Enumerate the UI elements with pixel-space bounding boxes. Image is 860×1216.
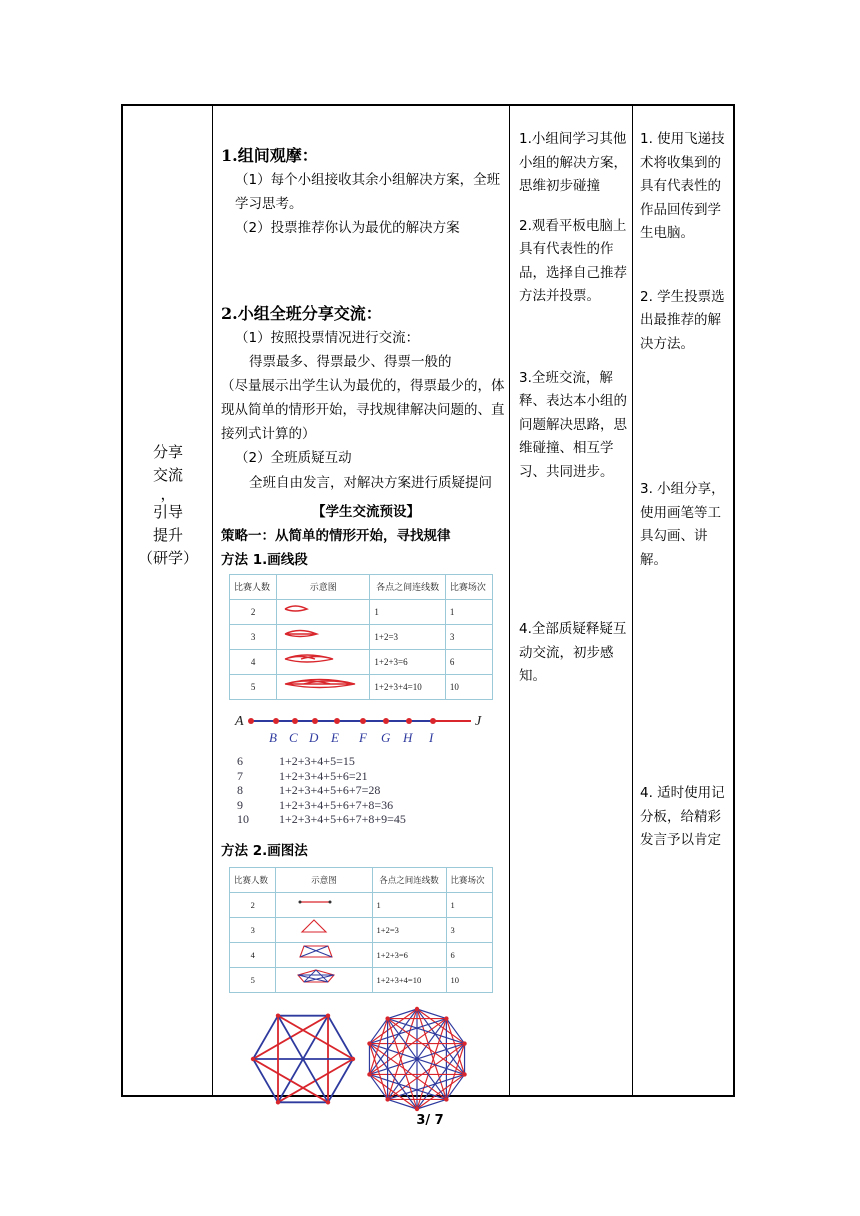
table-cell: 1+2=3 [370, 625, 445, 650]
column-divider [212, 106, 213, 1095]
point-label: D [309, 730, 319, 745]
section-2-note: （尽量展示出学生认为最优的，得票最少的，体现从简单的情形开始，寻找规律解决问题的、直接列式计算的） [221, 378, 505, 442]
table-row [230, 625, 493, 650]
graph-edge [369, 1018, 387, 1043]
list-item: 9 1+2+3+4+5+6+7+8=36 [237, 797, 394, 812]
section-2-title: 2.小组全班分享交流： [221, 304, 382, 323]
table-cell: 1 [370, 600, 445, 625]
list-item: 7 1+2+3+4+5+6=21 [237, 768, 368, 783]
teacher-step-4: 4. 适时使用记分板，给精彩发言予以肯定 [640, 785, 725, 848]
section-2-item-2b: 全班自由发言，对解决方案进行质疑提问 [249, 475, 492, 491]
table-row [230, 917, 493, 942]
graph-edge [417, 1009, 446, 1019]
table-header: 比赛人数 [230, 575, 277, 600]
graph-method-table [229, 867, 493, 993]
table-cell: 1+2+3=6 [372, 942, 446, 967]
line-segment-table [229, 574, 493, 700]
stage-line: 提升 [152, 526, 183, 544]
table-row [230, 650, 493, 675]
table-cell: 1+2=3 [372, 917, 446, 942]
section-1-item-2: （2）投票推荐你认为最优的解决方案 [235, 220, 460, 236]
section-2-item-1: （1）按照投票情况进行交流： [235, 330, 420, 346]
section-2-item-2: （2）全班质疑互动 [235, 450, 352, 466]
point-label: F [359, 730, 367, 745]
table-cell: 4 [230, 942, 276, 967]
table-cell: 10 [445, 675, 492, 700]
graph-vertex [367, 1041, 371, 1045]
graph-edge [369, 1074, 387, 1099]
content-cell [221, 144, 511, 1115]
graph-edge [388, 1018, 417, 1108]
stage-line: （研学） [137, 549, 198, 567]
graph-vertex [462, 1072, 466, 1076]
table-cell: 10 [446, 967, 492, 992]
stage-cell [123, 441, 213, 570]
section-1-item-1: （1）每个小组接收其余小组解决方案，全班学习思考。 [235, 172, 501, 212]
point-label: J [475, 714, 482, 729]
graph-vertex [326, 1100, 330, 1104]
graph-vertex [351, 1056, 355, 1060]
table-cell: 5 [230, 675, 277, 700]
graph-vertex [326, 1013, 330, 1017]
section-2-item-1b: 得票最多、得票最少、得票一般的 [249, 354, 452, 370]
teacher-step-2: 2. 学生投票选出最推荐的解决方法。 [640, 288, 725, 352]
stage-line: 交流 [152, 466, 183, 484]
stage-line: 引导 [152, 503, 183, 521]
sequence-list [237, 754, 511, 827]
strategy-1: 策略一：从简单的情形开始，寻找规律 [221, 528, 451, 544]
table-header: 各点之间连线数 [370, 575, 445, 600]
graph-vertex [385, 1097, 389, 1101]
method-2: 方法 2.画图法 [221, 842, 308, 859]
table-header: 比赛场次 [445, 575, 492, 600]
graph-edge [417, 1099, 446, 1109]
table-cell: 1+2+3+4=10 [372, 967, 446, 992]
line-segment-figure [233, 714, 493, 748]
graph-edge [388, 1099, 417, 1109]
diagram-cell [277, 600, 370, 625]
table-header: 示意图 [276, 867, 372, 892]
table-header: 比赛人数 [230, 867, 276, 892]
teacher-step-3: 3. 小组分享，使用画笔等工具勾画、讲解。 [640, 481, 725, 568]
teacher-activity-cell [640, 128, 732, 853]
graph-vertex [415, 1106, 419, 1110]
table-row [230, 967, 493, 992]
table-cell: 3 [446, 917, 492, 942]
diagram-cell [277, 650, 370, 675]
table-row [230, 675, 493, 700]
stage-line: ， [160, 485, 176, 503]
point-label: G [381, 730, 391, 745]
graph-vertex [444, 1016, 448, 1020]
table-cell: 5 [230, 967, 276, 992]
graph-edge [388, 1009, 417, 1019]
complete-graph-figures [241, 1003, 511, 1115]
table-cell: 3 [230, 625, 277, 650]
point-label: E [331, 730, 339, 745]
diagram-cell [276, 917, 372, 942]
graph-vertex [385, 1016, 389, 1020]
table-cell: 6 [446, 942, 492, 967]
diagram-cell [276, 942, 372, 967]
table-cell: 4 [230, 650, 277, 675]
method-1: 方法 1.画线段 [221, 552, 308, 568]
graph-edge [446, 1074, 464, 1099]
diagram-cell [276, 892, 372, 917]
section-1-title: 1.组间观摩： [221, 146, 318, 165]
diagram-cell [277, 625, 370, 650]
table-cell: 1 [445, 600, 492, 625]
column-divider [632, 106, 633, 1095]
table-cell: 2 [230, 892, 276, 917]
graph-vertex [276, 1013, 280, 1017]
table-cell: 3 [445, 625, 492, 650]
graph-vertex [444, 1097, 448, 1101]
student-step-3: 3.全班交流，解释、表达本小组的问题解决思路，思维碰撞、相互学习、共同进步。 [519, 369, 627, 480]
table-cell: 1 [446, 892, 492, 917]
table-cell: 1 [372, 892, 446, 917]
table-cell: 2 [230, 600, 277, 625]
graph-vertex [276, 1100, 280, 1104]
list-item: 8 1+2+3+4+5+6+7=28 [237, 783, 381, 797]
table-header: 示意图 [277, 575, 370, 600]
table-header: 比赛场次 [446, 867, 492, 892]
graph-vertex [415, 1006, 419, 1010]
point-label: I [429, 730, 434, 745]
graph-vertex [251, 1056, 255, 1060]
table-cell: 1+2+3=6 [370, 650, 445, 675]
table-header: 各点之间连线数 [372, 867, 446, 892]
point-label: B [269, 730, 277, 745]
point-label: A [235, 714, 244, 729]
diagram-cell [276, 967, 372, 992]
lesson-table [121, 104, 735, 1097]
student-step-2: 2.观看平板电脑上具有代表性的作品，选择自己推荐方法并投票。 [519, 217, 627, 304]
teacher-step-1: 1. 使用飞递技术将收集到的具有代表性的作品回传到学生电脑。 [640, 131, 725, 241]
table-row [230, 942, 493, 967]
point-label: C [289, 730, 298, 745]
graph-vertex [462, 1041, 466, 1045]
list-item: 10 1+2+3+4+5+6+7+8+9=45 [237, 812, 406, 826]
student-activity-cell [519, 128, 627, 689]
point-label: H [403, 730, 413, 745]
page-number: 3/ 7 [416, 1113, 444, 1128]
stage-line: 分享 [152, 443, 183, 461]
graph-vertex [367, 1072, 371, 1076]
table-cell: 3 [230, 917, 276, 942]
table-row [230, 600, 493, 625]
graph-edge [446, 1018, 464, 1043]
list-item: 6 1+2+3+4+5=15 [237, 754, 355, 768]
table-cell: 1+2+3+4=10 [370, 675, 445, 700]
diagram-cell [277, 675, 370, 700]
student-step-1: 1.小组间学习其他小组的解决方案，思维初步碰撞 [519, 131, 627, 194]
preset-title: 【学生交流预设】 [312, 504, 420, 520]
student-step-4: 4.全部质疑释疑互动交流，初步感知。 [519, 621, 627, 684]
table-row [230, 892, 493, 917]
table-cell: 6 [445, 650, 492, 675]
